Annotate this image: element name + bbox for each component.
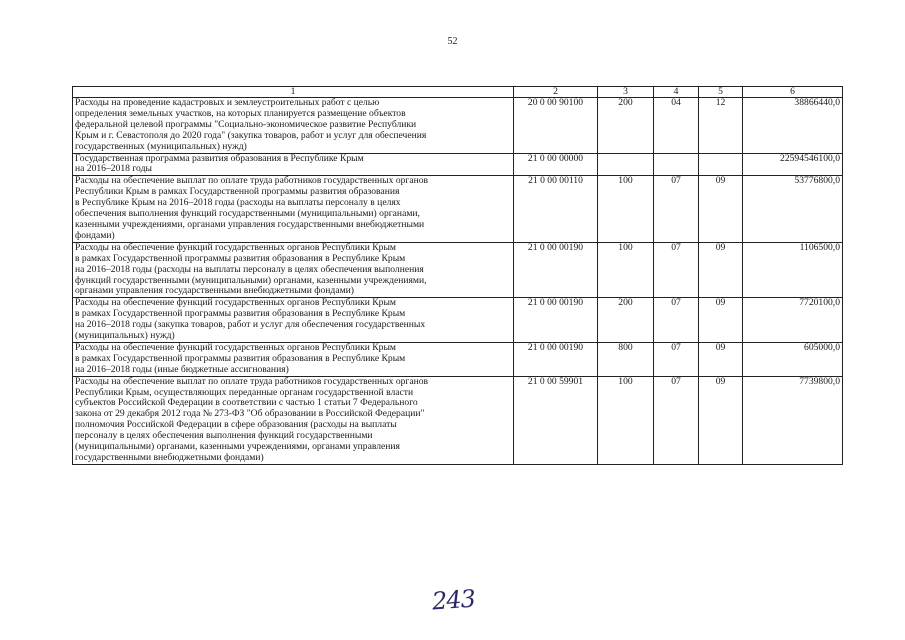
- row-description: Расходы на проведение кадастровых и землеустроительных работ с целью определения земельных участков, на которых планируется размещение объектов федеральной целевой программы "Социально-экономическое развитие Республики Крым и г. Севастополя до 2020 года" (закупка товаров, работ и услуг для обеспечения государственных (муниципальных) нужд): [73, 98, 514, 154]
- row-amount: 1106500,0: [743, 242, 843, 298]
- row-section: 07: [654, 376, 699, 464]
- row-subsection: 12: [699, 98, 743, 154]
- row-description: Расходы на обеспечение функций государственных органов Республики Крым в рамках Государственной программы развития образования в Республике Крым на 2016–2018 годы (иные бюджетные ассигнования): [73, 342, 514, 376]
- row-subsection: 09: [699, 176, 743, 242]
- row-amount: 53776800,0: [743, 176, 843, 242]
- row-target-code: 21 0 00 00190: [514, 242, 598, 298]
- row-subsection: 09: [699, 376, 743, 464]
- row-description: Расходы на обеспечение выплат по оплате труда работников государственных органов Республики Крым в рамках Государственной программы развития образования в Республике Крым на 2016–2018 годы (расходы на выплаты персоналу в целях обеспечения выполнения функций государственными (муниципальными) органами, казенными учреждениями, органами управления государственными внебюджетными фондами): [73, 176, 514, 242]
- table-row: [73, 342, 843, 376]
- table-row: [73, 98, 843, 154]
- row-expense-type: 200: [598, 298, 654, 343]
- header-col-3: 3: [598, 87, 654, 98]
- row-target-code: 21 0 00 00000: [514, 153, 598, 176]
- row-target-code: 21 0 00 00190: [514, 298, 598, 343]
- header-col-1: 1: [73, 87, 514, 98]
- row-amount: 22594546100,0: [743, 153, 843, 176]
- row-target-code: 21 0 00 00190: [514, 342, 598, 376]
- row-description: Расходы на обеспечение выплат по оплате труда работников государственных органов Республики Крым, осуществляющих переданные органам государственной власти субъектов Российской Федерации в соответствии с частью 1 статьи 7 Федерального закона от 29 декабря 2012 года № 273-ФЗ "Об образовании в Российской Федерации" полномочия Российской Федерации в сфере образования (расходы на выплаты персоналу в целях обеспечения выполнения функций государственными (муниципальными) органами, казенными учреждениями, органами управления государственными внебюджетными фондами): [73, 376, 514, 464]
- table-row: [73, 153, 843, 176]
- header-row: [73, 87, 843, 98]
- row-section: 07: [654, 298, 699, 343]
- row-section: [654, 153, 699, 176]
- row-expense-type: 100: [598, 176, 654, 242]
- row-amount: 7720100,0: [743, 298, 843, 343]
- header-col-5: 5: [699, 87, 743, 98]
- row-section: 07: [654, 176, 699, 242]
- row-target-code: 21 0 00 59901: [514, 376, 598, 464]
- row-subsection: 09: [699, 242, 743, 298]
- row-target-code: 21 0 00 00110: [514, 176, 598, 242]
- row-expense-type: 100: [598, 242, 654, 298]
- table-row: [73, 176, 843, 242]
- row-amount: 7739800,0: [743, 376, 843, 464]
- row-amount: 605000,0: [743, 342, 843, 376]
- row-expense-type: [598, 153, 654, 176]
- row-expense-type: 100: [598, 376, 654, 464]
- row-description: Расходы на обеспечение функций государственных органов Республики Крым в рамках Государственной программы развития образования в Республике Крым на 2016–2018 годы (расходы на выплаты персоналу в целях обеспечения выполнения функций государственными (муниципальными) органами, казенными учреждениями, органами управления государственными внебюджетными фондами): [73, 242, 514, 298]
- handwritten-page-mark: 243: [431, 584, 476, 616]
- row-description: Расходы на обеспечение функций государственных органов Республики Крым в рамках Государственной программы развития образования в Республике Крым на 2016–2018 годы (закупка товаров, работ и услуг для обеспечения государственных (муниципальных) нужд): [73, 298, 514, 343]
- table-row: [73, 376, 843, 464]
- row-section: 04: [654, 98, 699, 154]
- row-amount: 38866440,0: [743, 98, 843, 154]
- header-col-6: 6: [743, 87, 843, 98]
- row-subsection: [699, 153, 743, 176]
- row-subsection: 09: [699, 298, 743, 343]
- row-target-code: 20 0 00 90100: [514, 98, 598, 154]
- header-col-4: 4: [654, 87, 699, 98]
- page-number: 52: [447, 36, 458, 47]
- row-description: Государственная программа развития образования в Республике Крым на 2016–2018 годы: [73, 153, 514, 176]
- row-expense-type: 200: [598, 98, 654, 154]
- row-section: 07: [654, 242, 699, 298]
- row-section: 07: [654, 342, 699, 376]
- table-row: [73, 298, 843, 343]
- row-subsection: 09: [699, 342, 743, 376]
- table-row: [73, 242, 843, 298]
- row-expense-type: 800: [598, 342, 654, 376]
- header-col-2: 2: [514, 87, 598, 98]
- budget-table: [72, 86, 843, 465]
